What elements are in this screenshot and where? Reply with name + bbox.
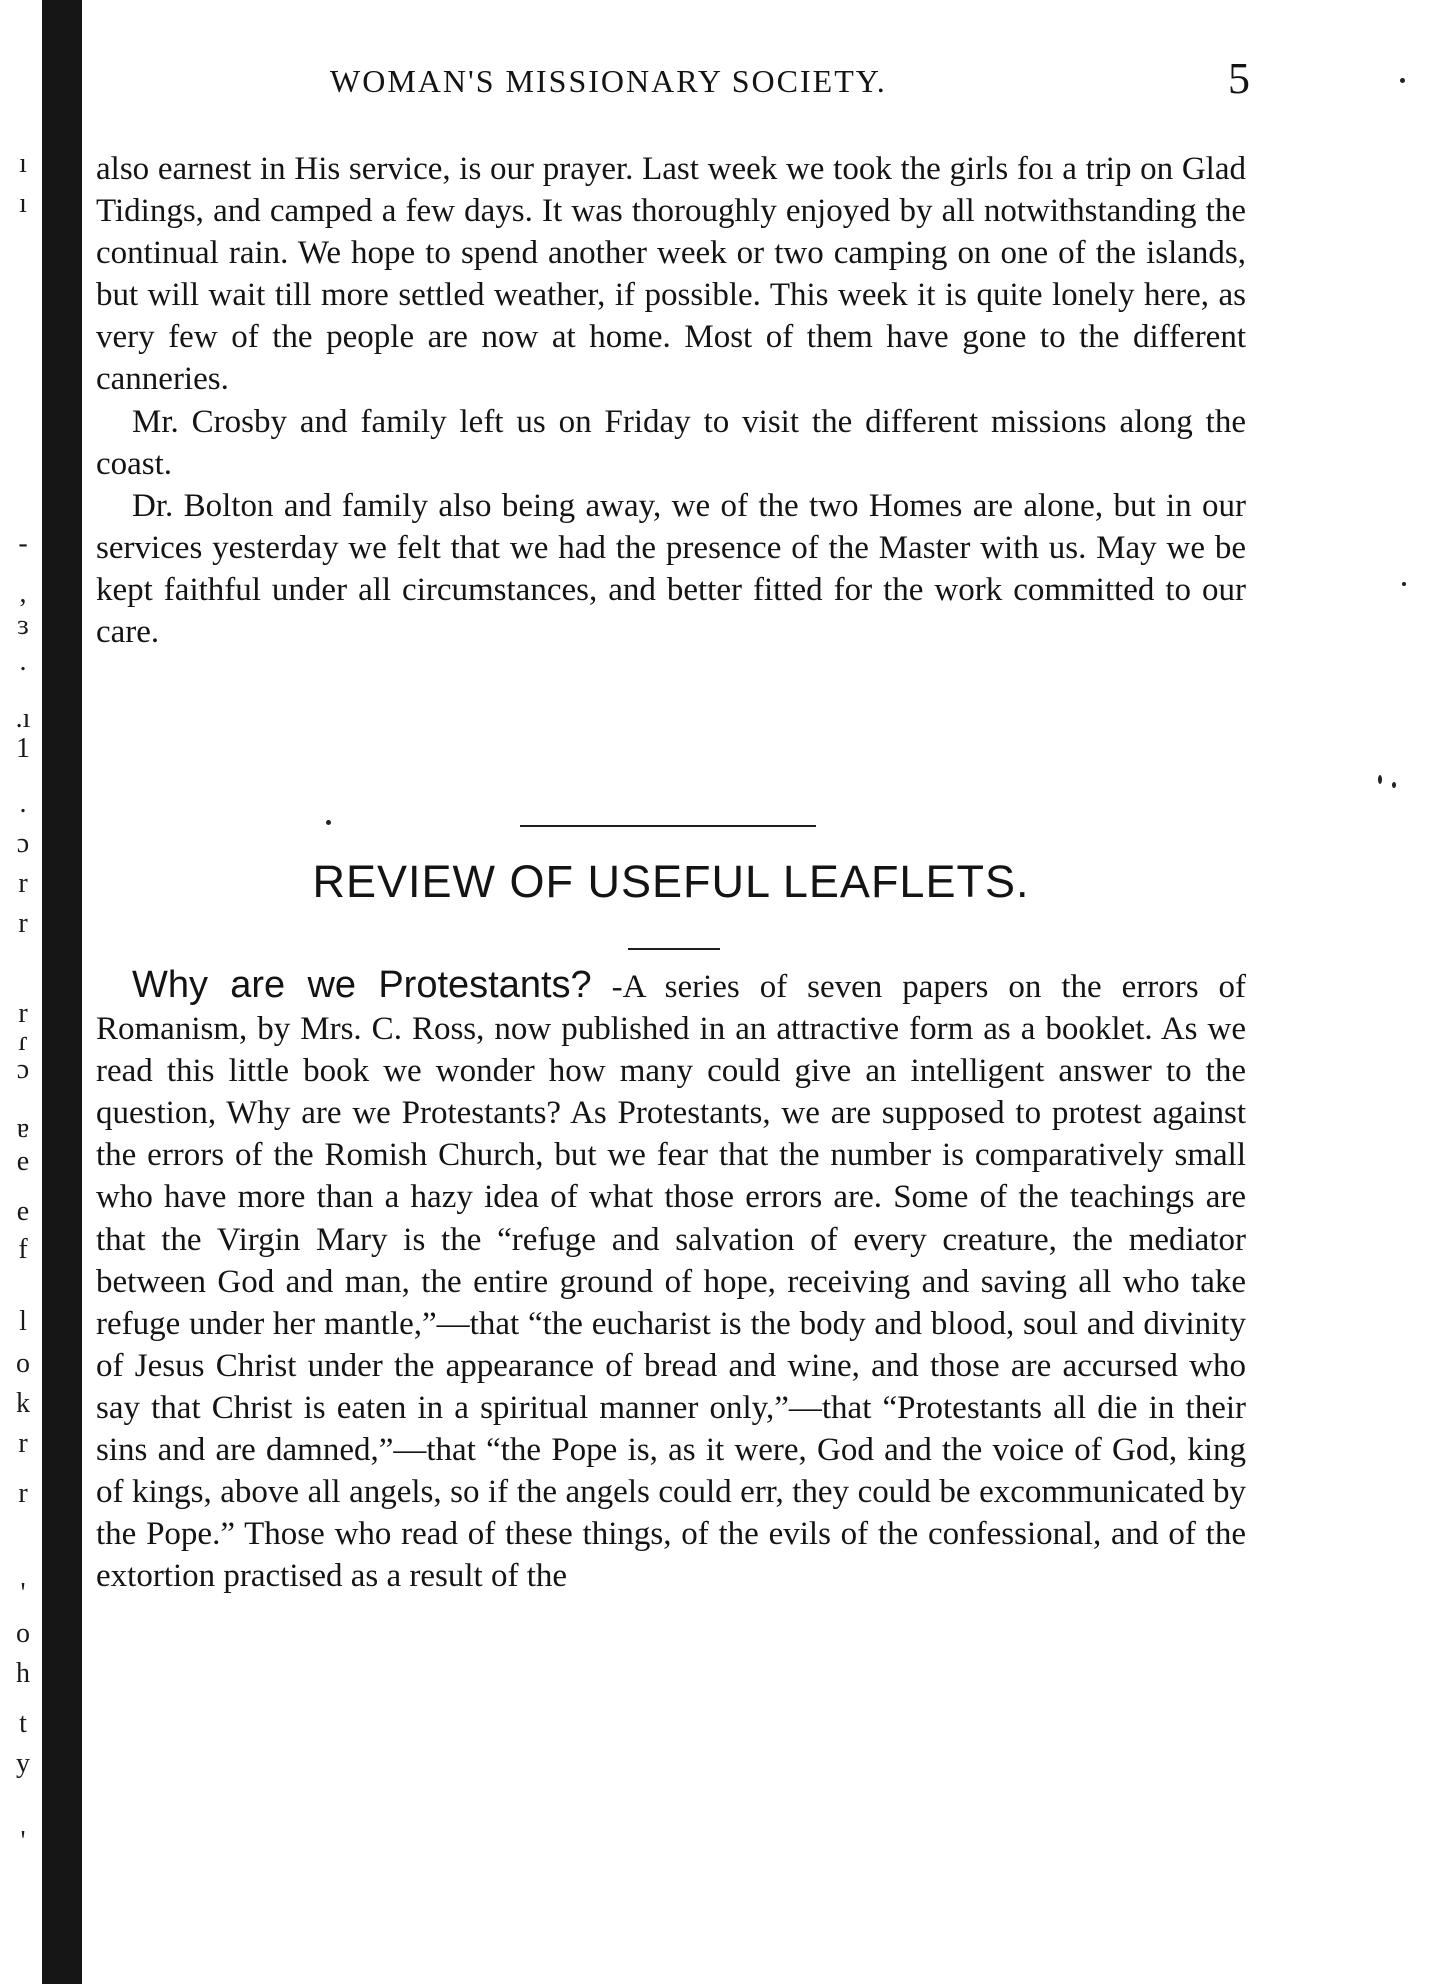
margin-fragment: , (19, 578, 27, 609)
booklet-title: Why are we Protestants? (132, 964, 592, 1006)
margin-fragment: t (19, 1708, 27, 1739)
running-title: WOMAN'S MISSIONARY SOCIETY. (330, 63, 887, 99)
page-header (330, 54, 1250, 104)
section-heading: REVIEW OF USEFUL LEAFLETS. (312, 856, 1030, 907)
margin-fragment: h (16, 1658, 30, 1689)
paragraph: Dr. Bolton and family also being away, we of the two Homes are alone, but in our services yesterday we felt that we had the presence of the Master with us. May we be kept faithful under all circumstances, and better fitted for the work committed to our care. (96, 487, 1246, 651)
paragraph: Mr. Crosby and family left us on Friday to visit the different missions along the coast. (96, 403, 1246, 482)
margin-fragment: ı (19, 188, 27, 219)
margin-fragment: 1 (16, 733, 30, 764)
margin-fragment: . (19, 788, 27, 819)
margin-fragment: ' (20, 1578, 26, 1609)
print-speck (1392, 782, 1396, 788)
margin-fragment: ɾ (18, 1026, 28, 1057)
margin-fragment: r (18, 998, 28, 1029)
paragraph: also earnest in His service, is our prayer. Last week we took the girls foı a trip on Glad Tidings, and camped a few days. It was thoroughly enjoyed by all notwithstanding the continual rain. We hope to spend another week or two camping on one of the islands, but will wait till more settled weather, if possible. This week it is quite lonely here, as very few of the people are now at home. Most of them have gone to the different canneries. (96, 151, 1246, 398)
print-speck (1402, 582, 1406, 586)
review-body (96, 964, 1246, 1597)
section-divider (520, 825, 816, 827)
margin-fragment: e (16, 1146, 30, 1177)
margin-fragment: k (16, 1388, 30, 1419)
print-speck (326, 820, 331, 825)
margin-fragment: . (19, 646, 27, 677)
margin-fragment: ɜ (17, 610, 29, 641)
margin-fragment: .ı (15, 703, 31, 734)
review-paragraph (96, 964, 1246, 1597)
print-speck (1400, 78, 1405, 83)
letter-continuation (96, 148, 1246, 653)
print-speck (1378, 775, 1382, 784)
margin-fragment: o (16, 1348, 30, 1379)
margin-fragment: ɔ (16, 828, 30, 859)
margin-fragment: o (16, 1618, 30, 1649)
margin-fragment: r (18, 1428, 28, 1459)
margin-fragment: l (19, 1306, 27, 1337)
margin-fragment: y (16, 1748, 30, 1779)
page-number: 5 (1228, 54, 1250, 103)
margin-fragment: r (18, 1478, 28, 1509)
book-binding-edge (42, 0, 82, 1984)
margin-fragment: ' (20, 1826, 26, 1857)
margin-fragment: ɔ (16, 1054, 30, 1085)
left-margin-fragments (0, 0, 40, 1984)
margin-fragment: f (18, 1234, 28, 1265)
heading-underline (628, 948, 720, 950)
margin-fragment: r (18, 868, 28, 899)
margin-fragment: r (18, 908, 28, 939)
margin-fragment: ı (19, 148, 27, 179)
margin-fragment: e (16, 1196, 30, 1227)
margin-fragment: - (18, 528, 28, 559)
review-text: -A series of seven papers on the errors of Romanism, by Mrs. C. Ross, now published in an attractive form as a booklet. As we read this little book we wonder how many could give an intelligent answer to the question, Why are we Protestants? As Protestants, we are supposed to protest against the errors of the Romish Church, but we fear that the number is comparatively small who have more than a hazy idea of what those errors are. Some of the teachings are that the Virgin Mary is the “refuge and salvation of every creature, the mediator between God and man, the entire ground of hope, receiving and saving all who take refuge under her mantle,”—that “the eucharist is the body and blood, soul and divinity of Jesus Christ under the appearance of bread and wine, and those are accursed who say that Christ is eaten in a spiritual manner only,”—that “Protestants all die in their sins and are damned,”—that “the Pope is, as it were, God and the voice of God, king of kings, above all angels, so if the angels could err, they could be excommunicated by the Pope.” Those who read of these things, of the evils of the confessional, and of the extortion practised as a result of the (96, 969, 1247, 1595)
margin-fragment: ɐ (16, 1113, 30, 1144)
